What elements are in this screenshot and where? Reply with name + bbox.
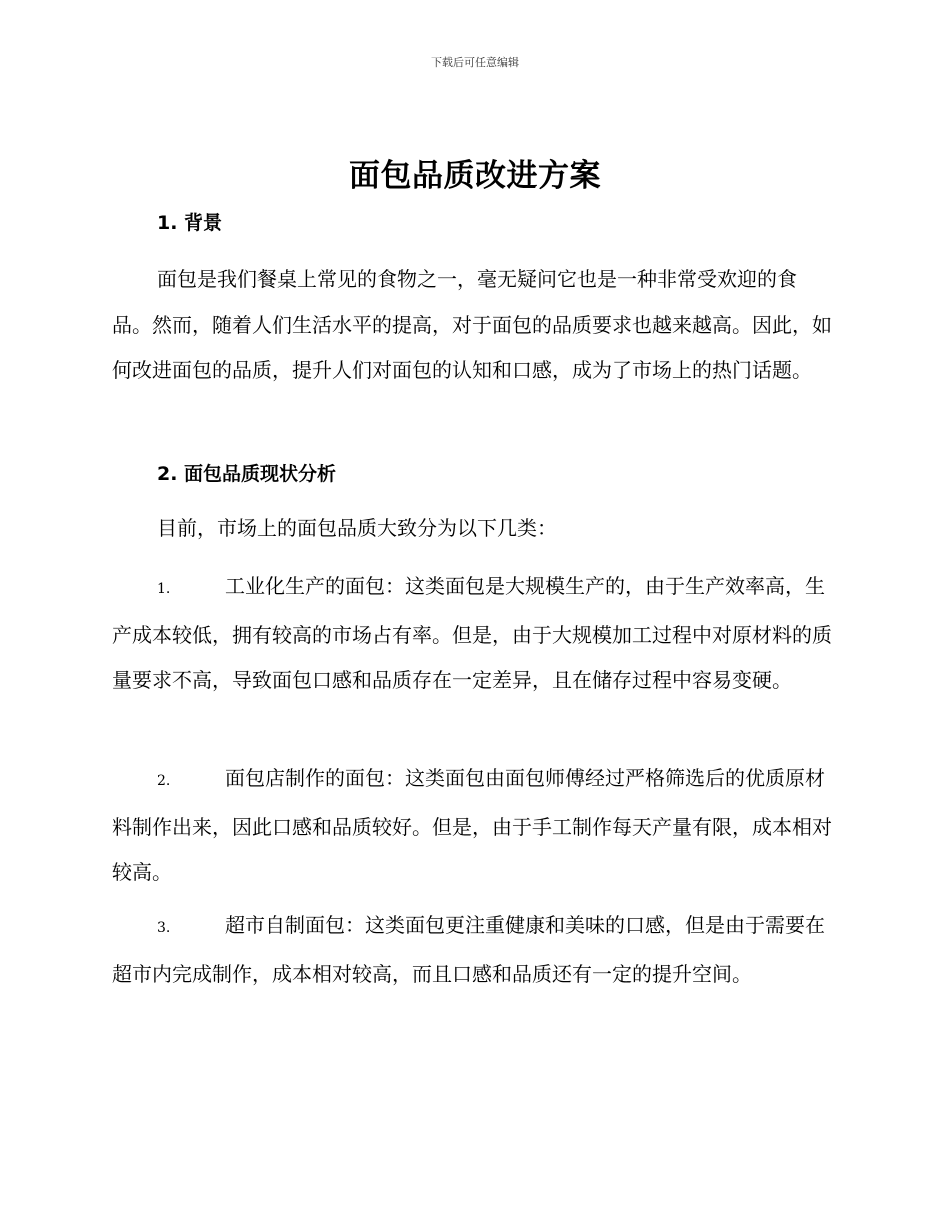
list-item-number: 1. bbox=[157, 581, 171, 597]
list-item bbox=[112, 903, 832, 997]
status-intro-paragraph: 目前，市场上的面包品质大致分为以下几类： bbox=[157, 516, 557, 540]
list-item-text: 面包店制作的面包：这类面包由面包师傅经过严格筛选后的优质原材料制作出来，因此口感和品质较好。但是，由于手工制作每天产量有限，成本相对较高。 bbox=[112, 766, 832, 884]
list-item-number: 3. bbox=[157, 920, 171, 936]
list-item-text: 超市自制面包：这类面包更注重健康和美味的口感，但是由于需要在超市内完成制作，成本相对较高，而且口感和品质还有一定的提升空间。 bbox=[112, 913, 825, 986]
list-item bbox=[112, 756, 832, 896]
page-header-note: 下载后可任意编辑 bbox=[431, 56, 519, 69]
list-item-text: 工业化生产的面包：这类面包是大规模生产的，由于生产效率高，生产成本较低，拥有较高的市场占有率。但是，由于大规模加工过程中对原材料的质量要求不高，导致面包口感和品质存在一定差异，且在储存过程中容易变硬。 bbox=[112, 574, 832, 692]
section-heading-status-analysis: 2. 面包品质现状分析 bbox=[157, 463, 337, 485]
background-paragraph: 面包是我们餐桌上常见的食物之一，毫无疑问它也是一种非常受欢迎的食品。然而，随着人们生活水平的提高，对于面包的品质要求也越来越高。因此，如何改进面包的品质，提升人们对面包的认知和口感，成为了市场上的热门话题。 bbox=[112, 267, 832, 382]
section-heading-background: 1. 背景 bbox=[157, 212, 223, 234]
list-item bbox=[112, 564, 832, 704]
list-item-number: 2. bbox=[157, 773, 171, 789]
document-title: 面包品质改进方案 bbox=[349, 158, 601, 194]
